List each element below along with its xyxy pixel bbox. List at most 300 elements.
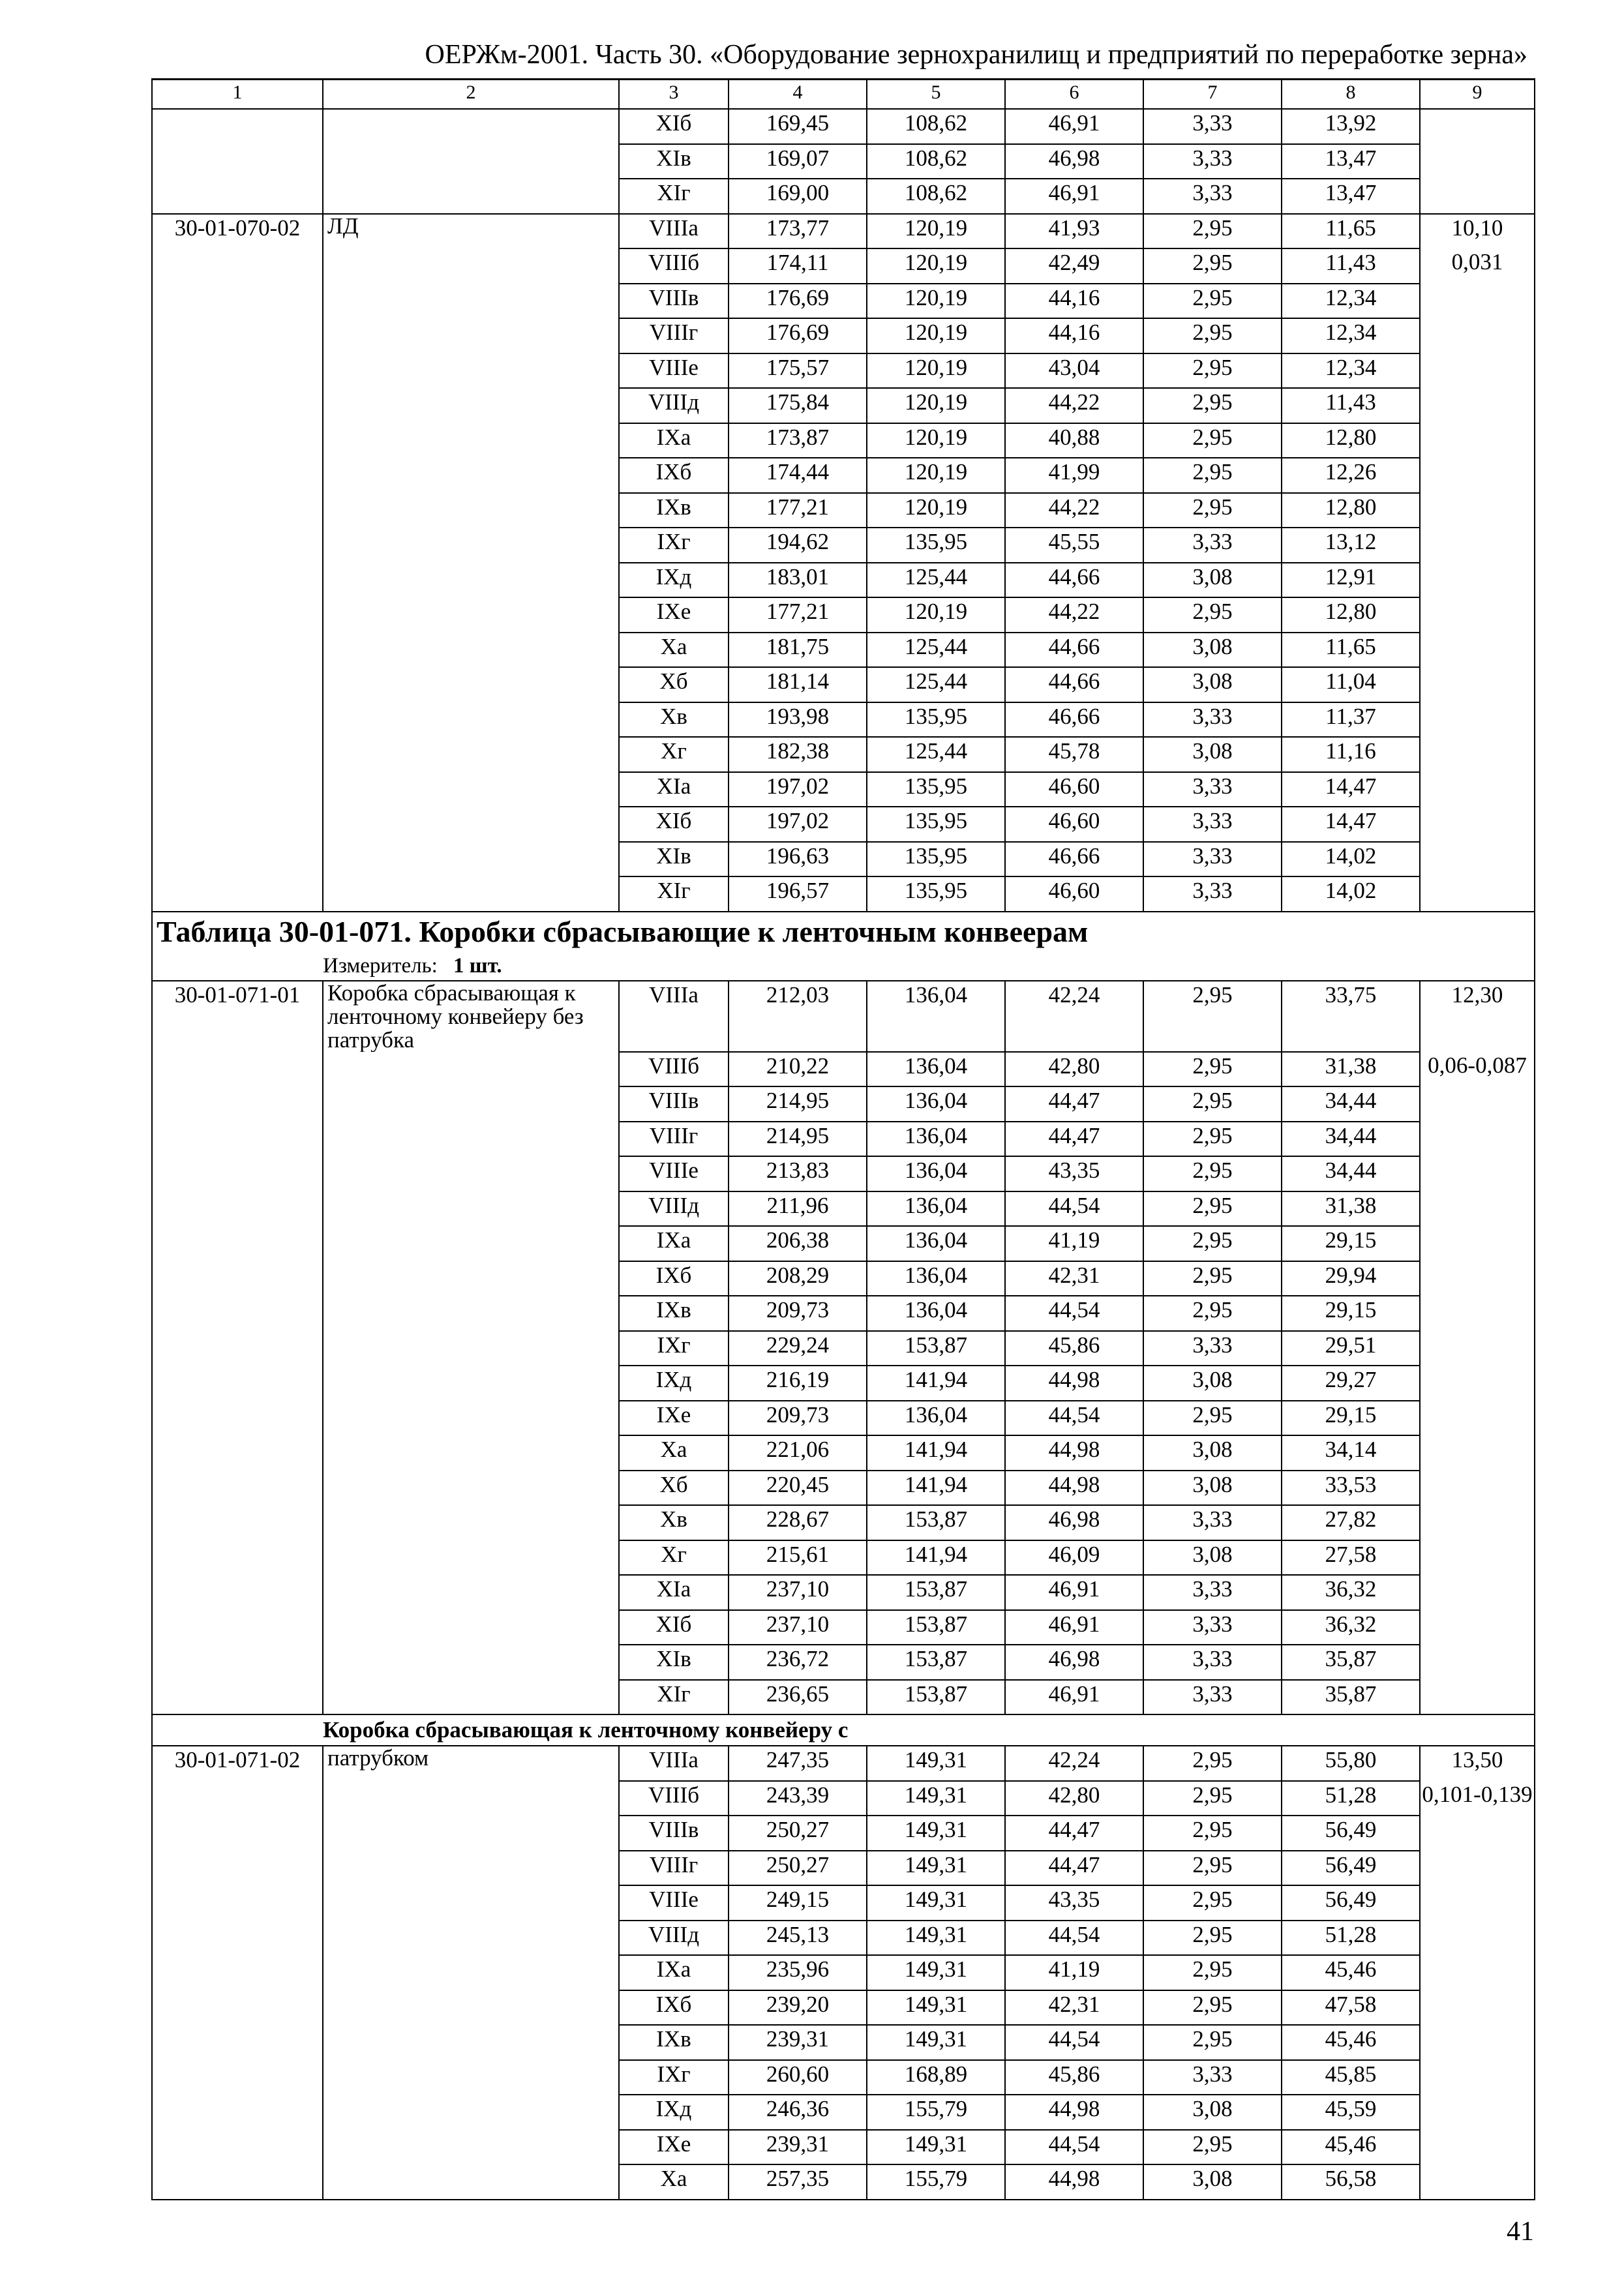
- zone-cell: XIг: [619, 1680, 729, 1715]
- value-cell: 41,93: [1005, 214, 1143, 249]
- rate-code-cell: [152, 1331, 323, 1366]
- value-cell: 3,08: [1143, 1366, 1282, 1401]
- value-cell: 42,80: [1005, 1781, 1143, 1816]
- value-cell: 196,57: [729, 876, 867, 912]
- value-cell: 208,29: [729, 1261, 867, 1296]
- rate-name-cell: [323, 1540, 619, 1576]
- rate-name-cell: [323, 1680, 619, 1715]
- value-cell: 2,95: [1143, 318, 1282, 353]
- table-row: [152, 1680, 1535, 1715]
- rate-code-cell: [152, 1781, 323, 1816]
- value-cell: 3,33: [1143, 109, 1282, 144]
- zone-cell: VIIIб: [619, 248, 729, 284]
- value-cell: 2,95: [1143, 981, 1282, 1052]
- rate-name-cell: [323, 2095, 619, 2130]
- value-cell: 3,08: [1143, 1435, 1282, 1471]
- value-cell: 13,92: [1282, 109, 1420, 144]
- value-cell: 43,35: [1005, 1156, 1143, 1191]
- value-cell: 13,47: [1282, 179, 1420, 214]
- value-cell: 149,31: [867, 1816, 1005, 1851]
- zone-cell: IXб: [619, 1990, 729, 2026]
- value-cell: 214,95: [729, 1122, 867, 1157]
- resource-cell: [1420, 1296, 1535, 1331]
- rate-name-cell: [323, 2025, 619, 2060]
- measure-cell: [323, 952, 1535, 981]
- resource-cell: [1420, 109, 1535, 144]
- value-cell: 44,66: [1005, 667, 1143, 702]
- zone-cell: VIIIв: [619, 1086, 729, 1122]
- resource-cell: [1420, 1680, 1535, 1715]
- rate-name-cell: [323, 633, 619, 668]
- zone-cell: XIа: [619, 1575, 729, 1610]
- value-cell: 2,95: [1143, 1122, 1282, 1157]
- table-row: [152, 214, 1535, 249]
- value-cell: 239,31: [729, 2025, 867, 2060]
- rate-code-cell: [152, 1401, 323, 1436]
- value-cell: 149,31: [867, 1955, 1005, 1990]
- col-num-4: 4: [729, 79, 867, 109]
- value-cell: 11,65: [1282, 633, 1420, 668]
- value-cell: 136,04: [867, 1086, 1005, 1122]
- rate-name-cell: [323, 1052, 619, 1087]
- value-cell: 11,65: [1282, 214, 1420, 249]
- rate-code-cell: [152, 1851, 323, 1886]
- rate-code-cell: [152, 737, 323, 772]
- value-cell: 136,04: [867, 1261, 1005, 1296]
- value-cell: 214,95: [729, 1086, 867, 1122]
- value-cell: 2,95: [1143, 1401, 1282, 1436]
- value-cell: 125,44: [867, 633, 1005, 668]
- value-cell: 135,95: [867, 842, 1005, 877]
- value-cell: 44,54: [1005, 1191, 1143, 1227]
- resource-cell: [1420, 1610, 1535, 1645]
- rate-code-cell: [152, 1645, 323, 1680]
- value-cell: 3,08: [1143, 1540, 1282, 1576]
- value-cell: 177,21: [729, 493, 867, 528]
- value-cell: 13,12: [1282, 528, 1420, 563]
- value-cell: 155,79: [867, 2095, 1005, 2130]
- resource-cell: [1420, 1122, 1535, 1157]
- rate-name-cell: [323, 597, 619, 633]
- resource-cell: [1420, 876, 1535, 912]
- measure-label: Измеритель:: [323, 953, 438, 978]
- rate-code-cell: [152, 248, 323, 284]
- value-cell: 213,83: [729, 1156, 867, 1191]
- value-cell: 11,16: [1282, 737, 1420, 772]
- rate-name-cell: [323, 1990, 619, 2026]
- table-row: [152, 563, 1535, 598]
- zone-cell: Xа: [619, 633, 729, 668]
- value-cell: 46,91: [1005, 179, 1143, 214]
- table-row: [152, 388, 1535, 423]
- zone-cell: XIв: [619, 842, 729, 877]
- value-cell: 155,79: [867, 2164, 1005, 2200]
- value-cell: 260,60: [729, 2060, 867, 2095]
- value-cell: 183,01: [729, 563, 867, 598]
- value-cell: 3,33: [1143, 842, 1282, 877]
- resource-cell: [1420, 144, 1535, 179]
- table-row: [152, 1505, 1535, 1540]
- value-cell: 149,31: [867, 1746, 1005, 1781]
- resource-cell: 10,10: [1420, 214, 1535, 249]
- col-num-8: 8: [1282, 79, 1420, 109]
- table-row: [152, 179, 1535, 214]
- rate-code-cell: [152, 1990, 323, 2026]
- value-cell: 120,19: [867, 353, 1005, 389]
- value-cell: 149,31: [867, 1921, 1005, 1956]
- table-row: [152, 1471, 1535, 1506]
- value-cell: 29,15: [1282, 1401, 1420, 1436]
- value-cell: 3,08: [1143, 1471, 1282, 1506]
- value-cell: 181,14: [729, 667, 867, 702]
- value-cell: 44,54: [1005, 1296, 1143, 1331]
- resource-cell: [1420, 1401, 1535, 1436]
- rate-name-cell: [323, 1851, 619, 1886]
- value-cell: 136,04: [867, 1191, 1005, 1227]
- table-row: [152, 1261, 1535, 1296]
- table-row: [152, 1156, 1535, 1191]
- table-row: [152, 2164, 1535, 2200]
- value-cell: 120,19: [867, 423, 1005, 458]
- value-cell: 2,95: [1143, 1086, 1282, 1122]
- value-cell: 41,99: [1005, 458, 1143, 493]
- rates-table: [151, 78, 1535, 2200]
- resource-cell: [1420, 388, 1535, 423]
- rate-code-cell: [152, 772, 323, 807]
- value-cell: 14,02: [1282, 842, 1420, 877]
- value-cell: 42,24: [1005, 1746, 1143, 1781]
- value-cell: 136,04: [867, 981, 1005, 1052]
- rate-name-cell: [323, 2060, 619, 2095]
- value-cell: 44,47: [1005, 1816, 1143, 1851]
- rate-name-cell: [323, 1610, 619, 1645]
- value-cell: 12,34: [1282, 353, 1420, 389]
- value-cell: 194,62: [729, 528, 867, 563]
- value-cell: 169,45: [729, 109, 867, 144]
- zone-cell: XIг: [619, 876, 729, 912]
- value-cell: 46,60: [1005, 876, 1143, 912]
- value-cell: 3,33: [1143, 179, 1282, 214]
- value-cell: 2,95: [1143, 388, 1282, 423]
- value-cell: 149,31: [867, 1885, 1005, 1921]
- value-cell: 3,33: [1143, 2060, 1282, 2095]
- value-cell: 141,94: [867, 1471, 1005, 1506]
- zone-cell: IXб: [619, 1261, 729, 1296]
- value-cell: 2,95: [1143, 458, 1282, 493]
- value-cell: 177,21: [729, 597, 867, 633]
- zone-cell: IXв: [619, 1296, 729, 1331]
- zone-cell: IXд: [619, 563, 729, 598]
- zone-cell: IXд: [619, 1366, 729, 1401]
- value-cell: 56,49: [1282, 1851, 1420, 1886]
- rate-name-cell: [323, 1435, 619, 1471]
- zone-cell: Xа: [619, 2164, 729, 2200]
- rate-code-cell: [152, 144, 323, 179]
- rate-name-cell: [323, 1366, 619, 1401]
- rate-code-cell: 30-01-071-01: [152, 981, 323, 1052]
- value-cell: 209,73: [729, 1401, 867, 1436]
- resource-cell: [1420, 1575, 1535, 1610]
- table-row: [152, 144, 1535, 179]
- value-cell: 56,49: [1282, 1816, 1420, 1851]
- value-cell: 149,31: [867, 1990, 1005, 2026]
- table-row: [152, 353, 1535, 389]
- table-row: [152, 423, 1535, 458]
- value-cell: 29,94: [1282, 1261, 1420, 1296]
- value-cell: 169,07: [729, 144, 867, 179]
- rate-name-cell: [323, 1471, 619, 1506]
- zone-cell: IXг: [619, 2060, 729, 2095]
- table-row: [152, 1540, 1535, 1576]
- col-num-9: 9: [1420, 79, 1535, 109]
- rate-code-cell: [152, 353, 323, 389]
- value-cell: 46,60: [1005, 807, 1143, 842]
- rate-code-cell: [152, 1471, 323, 1506]
- value-cell: 46,91: [1005, 1575, 1143, 1610]
- rate-code-cell: [152, 1296, 323, 1331]
- table-row: [152, 1746, 1535, 1781]
- value-cell: 44,66: [1005, 633, 1143, 668]
- value-cell: 12,80: [1282, 597, 1420, 633]
- rate-name-cell: [323, 1401, 619, 1436]
- rate-name-cell: [323, 2130, 619, 2165]
- rate-code-cell: [152, 1086, 323, 1122]
- value-cell: 44,98: [1005, 2164, 1143, 2200]
- value-cell: 35,87: [1282, 1645, 1420, 1680]
- value-cell: 46,66: [1005, 842, 1143, 877]
- table-row: [152, 1401, 1535, 1436]
- value-cell: 211,96: [729, 1191, 867, 1227]
- value-cell: 44,16: [1005, 284, 1143, 319]
- rate-code-cell: [152, 1610, 323, 1645]
- zone-cell: VIIIв: [619, 284, 729, 319]
- value-cell: 3,08: [1143, 563, 1282, 598]
- resource-cell: [1420, 842, 1535, 877]
- value-cell: 45,78: [1005, 737, 1143, 772]
- rate-name-cell: [323, 248, 619, 284]
- resource-cell: [1420, 702, 1535, 738]
- rate-code-cell: [152, 2060, 323, 2095]
- resource-cell: [1420, 597, 1535, 633]
- zone-cell: XIг: [619, 179, 729, 214]
- value-cell: 236,65: [729, 1680, 867, 1715]
- value-cell: 44,22: [1005, 493, 1143, 528]
- value-cell: 2,95: [1143, 353, 1282, 389]
- value-cell: 2,95: [1143, 597, 1282, 633]
- value-cell: 3,33: [1143, 1575, 1282, 1610]
- resource-cell: [1420, 2060, 1535, 2095]
- value-cell: 197,02: [729, 807, 867, 842]
- value-cell: 2,95: [1143, 1921, 1282, 1956]
- zone-cell: VIIIг: [619, 1851, 729, 1886]
- resource-cell: [1420, 353, 1535, 389]
- value-cell: 108,62: [867, 179, 1005, 214]
- subtitle-row: [152, 1714, 1535, 1746]
- value-cell: 2,95: [1143, 2025, 1282, 2060]
- rate-name-cell: [323, 353, 619, 389]
- table-row: [152, 1122, 1535, 1157]
- rate-code-cell: [152, 1540, 323, 1576]
- resource-cell: [1420, 1645, 1535, 1680]
- value-cell: 33,75: [1282, 981, 1420, 1052]
- rate-name-cell: [323, 1086, 619, 1122]
- table-row: [152, 2130, 1535, 2165]
- rate-name-cell: [323, 1781, 619, 1816]
- rate-code-cell: [152, 528, 323, 563]
- rate-code-cell: [152, 458, 323, 493]
- zone-cell: VIIIг: [619, 1122, 729, 1157]
- value-cell: 45,46: [1282, 2130, 1420, 2165]
- zone-cell: IXа: [619, 1955, 729, 1990]
- value-cell: 120,19: [867, 388, 1005, 423]
- zone-cell: Xб: [619, 1471, 729, 1506]
- value-cell: 169,00: [729, 179, 867, 214]
- value-cell: 2,95: [1143, 1296, 1282, 1331]
- resource-cell: [1420, 667, 1535, 702]
- rate-name-cell: [323, 144, 619, 179]
- value-cell: 12,34: [1282, 284, 1420, 319]
- value-cell: 246,36: [729, 2095, 867, 2130]
- zone-cell: VIIIа: [619, 981, 729, 1052]
- value-cell: 3,08: [1143, 633, 1282, 668]
- value-cell: 46,09: [1005, 1540, 1143, 1576]
- rate-code-cell: [152, 563, 323, 598]
- resource-cell: [1420, 458, 1535, 493]
- resource-cell: 13,50: [1420, 1746, 1535, 1781]
- value-cell: 181,75: [729, 633, 867, 668]
- rate-code-cell: [152, 876, 323, 912]
- table-row: [152, 1435, 1535, 1471]
- zone-cell: IXе: [619, 1401, 729, 1436]
- resource-cell: [1420, 179, 1535, 214]
- value-cell: 175,84: [729, 388, 867, 423]
- rate-code-cell: [152, 2164, 323, 2200]
- value-cell: 3,33: [1143, 772, 1282, 807]
- value-cell: 250,27: [729, 1816, 867, 1851]
- rate-code-cell: [152, 1052, 323, 1087]
- rate-name-cell: [323, 563, 619, 598]
- value-cell: 149,31: [867, 2130, 1005, 2165]
- value-cell: 56,58: [1282, 2164, 1420, 2200]
- zone-cell: VIIIг: [619, 318, 729, 353]
- value-cell: 29,15: [1282, 1296, 1420, 1331]
- col-num-1: 1: [152, 79, 323, 109]
- value-cell: 46,91: [1005, 1610, 1143, 1645]
- zone-cell: Xб: [619, 667, 729, 702]
- value-cell: 44,16: [1005, 318, 1143, 353]
- value-cell: 36,32: [1282, 1610, 1420, 1645]
- table-title-row: [152, 912, 1535, 952]
- table-row: [152, 1226, 1535, 1261]
- value-cell: 44,54: [1005, 2025, 1143, 2060]
- zone-cell: XIв: [619, 144, 729, 179]
- zone-cell: XIб: [619, 109, 729, 144]
- value-cell: 11,43: [1282, 388, 1420, 423]
- value-cell: 120,19: [867, 597, 1005, 633]
- zone-cell: IXд: [619, 2095, 729, 2130]
- value-cell: 44,22: [1005, 388, 1143, 423]
- rate-code-cell: [152, 1955, 323, 1990]
- value-cell: 108,62: [867, 144, 1005, 179]
- rate-name-cell: патрубком: [323, 1746, 619, 1781]
- value-cell: 168,89: [867, 2060, 1005, 2095]
- table-row: [152, 1921, 1535, 1956]
- rate-code-cell: [152, 597, 323, 633]
- table-body: [152, 79, 1535, 2200]
- zone-cell: Xг: [619, 1540, 729, 1576]
- value-cell: 182,38: [729, 737, 867, 772]
- value-cell: 136,04: [867, 1156, 1005, 1191]
- value-cell: 31,38: [1282, 1191, 1420, 1227]
- resource-cell: [1420, 1921, 1535, 1956]
- value-cell: 41,19: [1005, 1955, 1143, 1990]
- value-cell: 44,98: [1005, 1471, 1143, 1506]
- running-header: [151, 37, 1534, 80]
- zone-cell: IXв: [619, 2025, 729, 2060]
- table-row: [152, 284, 1535, 319]
- value-cell: 153,87: [867, 1575, 1005, 1610]
- value-cell: 216,19: [729, 1366, 867, 1401]
- value-cell: 3,33: [1143, 1610, 1282, 1645]
- value-cell: 243,39: [729, 1781, 867, 1816]
- table-row: [152, 2095, 1535, 2130]
- value-cell: 34,44: [1282, 1086, 1420, 1122]
- resource-cell: [1420, 1435, 1535, 1471]
- table-row: [152, 667, 1535, 702]
- table-row: [152, 597, 1535, 633]
- value-cell: 14,02: [1282, 876, 1420, 912]
- value-cell: 174,44: [729, 458, 867, 493]
- value-cell: 108,62: [867, 109, 1005, 144]
- table-row: [152, 1851, 1535, 1886]
- value-cell: 46,98: [1005, 144, 1143, 179]
- zone-cell: VIIIе: [619, 1156, 729, 1191]
- rate-name-cell: [323, 1156, 619, 1191]
- rate-code-cell: [152, 388, 323, 423]
- value-cell: 40,88: [1005, 423, 1143, 458]
- table-row: [152, 1331, 1535, 1366]
- rate-code-cell: [152, 1261, 323, 1296]
- resource-cell: [1420, 493, 1535, 528]
- col-num-5: 5: [867, 79, 1005, 109]
- rate-code-cell: [152, 2095, 323, 2130]
- value-cell: 29,27: [1282, 1366, 1420, 1401]
- table-title: Таблица 30-01-071. Коробки сбрасывающие к ленточным конвеерам: [152, 912, 1535, 952]
- value-cell: 153,87: [867, 1505, 1005, 1540]
- value-cell: 245,13: [729, 1921, 867, 1956]
- resource-cell: [1420, 1366, 1535, 1401]
- value-cell: 3,08: [1143, 667, 1282, 702]
- rate-name-cell: [323, 493, 619, 528]
- rate-code-cell: [152, 1680, 323, 1715]
- rate-name-cell: [323, 1885, 619, 1921]
- value-cell: 44,47: [1005, 1122, 1143, 1157]
- value-cell: 2,95: [1143, 1746, 1282, 1781]
- value-cell: 206,38: [729, 1226, 867, 1261]
- value-cell: 34,44: [1282, 1122, 1420, 1157]
- value-cell: 149,31: [867, 1781, 1005, 1816]
- zone-cell: IXв: [619, 493, 729, 528]
- value-cell: 176,69: [729, 284, 867, 319]
- rate-code-cell: [152, 1156, 323, 1191]
- rate-code-cell: [152, 493, 323, 528]
- table-row: [152, 981, 1535, 1052]
- resource-cell: [1420, 1851, 1535, 1886]
- value-cell: 141,94: [867, 1366, 1005, 1401]
- rate-code-cell: [152, 1191, 323, 1227]
- value-cell: 3,08: [1143, 2095, 1282, 2130]
- resource-cell: [1420, 2095, 1535, 2130]
